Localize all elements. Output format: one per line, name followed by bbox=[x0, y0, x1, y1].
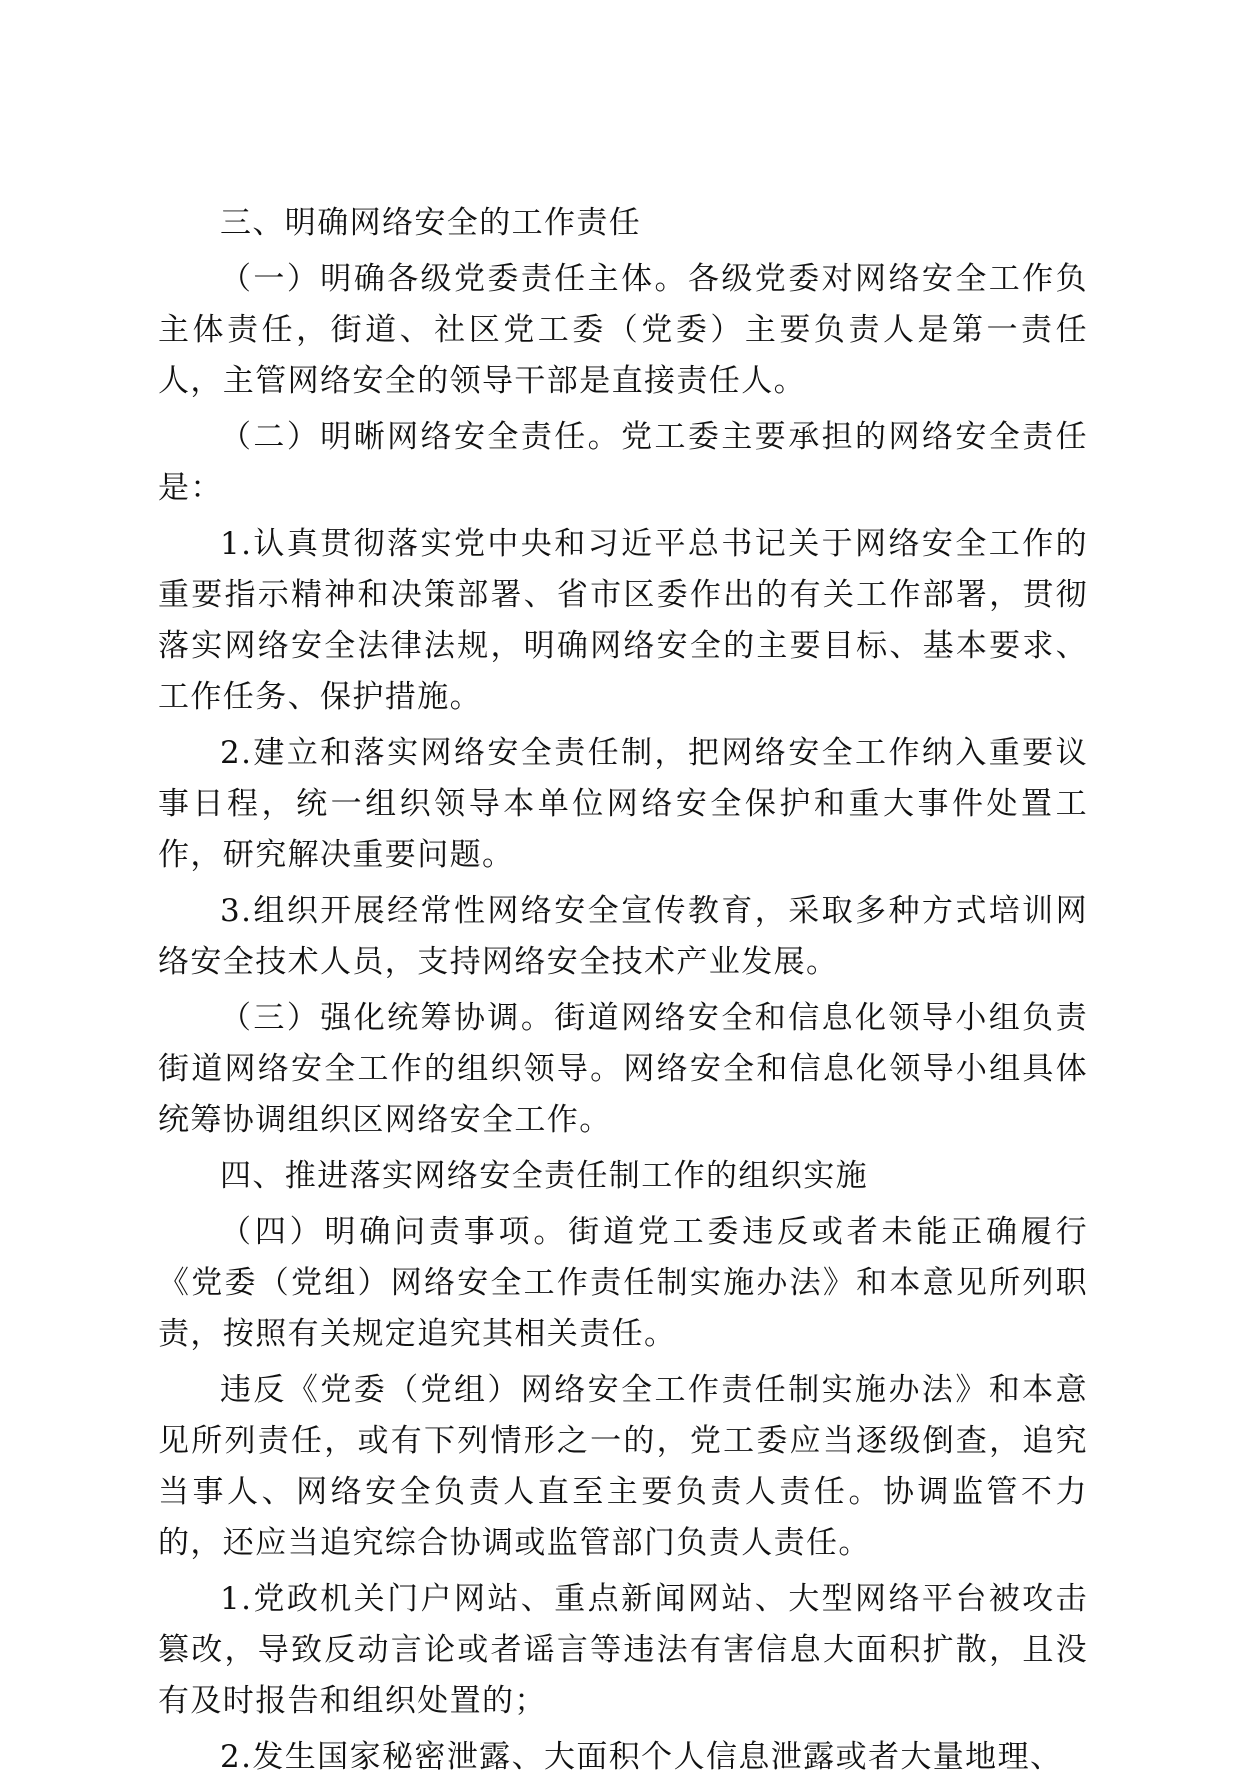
paragraph-8: 违反《党委（党组）网络安全工作责任制实施办法》和本意见所列责任，或有下列情形之一的，党工委应当逐级倒查，追究当事人、网络安全负责人直至主要负责人责任。协调监管不力的，还应当追究综合协调或监管部门负责人责任。 bbox=[158, 1372, 1088, 1561]
section-heading-3: 三、明确网络安全的工作责任 bbox=[220, 205, 642, 241]
section-heading-4: 四、推进落实网络安全责任制工作的组织实施 bbox=[220, 1158, 868, 1194]
paragraph-1: （一）明确各级党委责任主体。各级党委对网络安全工作负主体责任，街道、社区党工委（党委）主要负责人是第一责任人，主管网络安全的领导干部是直接责任人。 bbox=[158, 261, 1088, 399]
paragraph-9: 1.党政机关门户网站、重点新闻网站、大型网络平台被攻击篡改，导致反动言论或者谣言等违法有害信息大面积扩散，且没有及时报告和组织处置的； bbox=[158, 1581, 1088, 1719]
paragraph-5: 3.组织开展经常性网络安全宣传教育，采取多种方式培训网络安全技术人员，支持网络安全技术产业发展。 bbox=[158, 893, 1088, 980]
document-page bbox=[158, 198, 1088, 1788]
paragraph-10: 2.发生国家秘密泄露、大面积个人信息泄露或者大量地理、 bbox=[220, 1739, 1063, 1775]
paragraph-7: （四）明确问责事项。街道党工委违反或者未能正确履行《党委（党组）网络安全工作责任制实施办法》和本意见所列职责，按照有关规定追究其相关责任。 bbox=[158, 1214, 1088, 1352]
paragraph-4: 2.建立和落实网络安全责任制，把网络安全工作纳入重要议事日程，统一组织领导本单位网络安全保护和重大事件处置工作，研究解决重要问题。 bbox=[158, 735, 1088, 873]
paragraph-3: 1.认真贯彻落实党中央和习近平总书记关于网络安全工作的重要指示精神和决策部署、省市区委作出的有关工作部署，贯彻落实网络安全法律法规，明确网络安全的主要目标、基本要求、工作任务、保护措施。 bbox=[158, 526, 1088, 715]
paragraph-2: （二）明晰网络安全责任。党工委主要承担的网络安全责任是： bbox=[158, 419, 1088, 506]
paragraph-6: （三）强化统筹协调。街道网络安全和信息化领导小组负责街道网络安全工作的组织领导。网络安全和信息化领导小组具体统筹协调组织区网络安全工作。 bbox=[158, 1000, 1088, 1138]
